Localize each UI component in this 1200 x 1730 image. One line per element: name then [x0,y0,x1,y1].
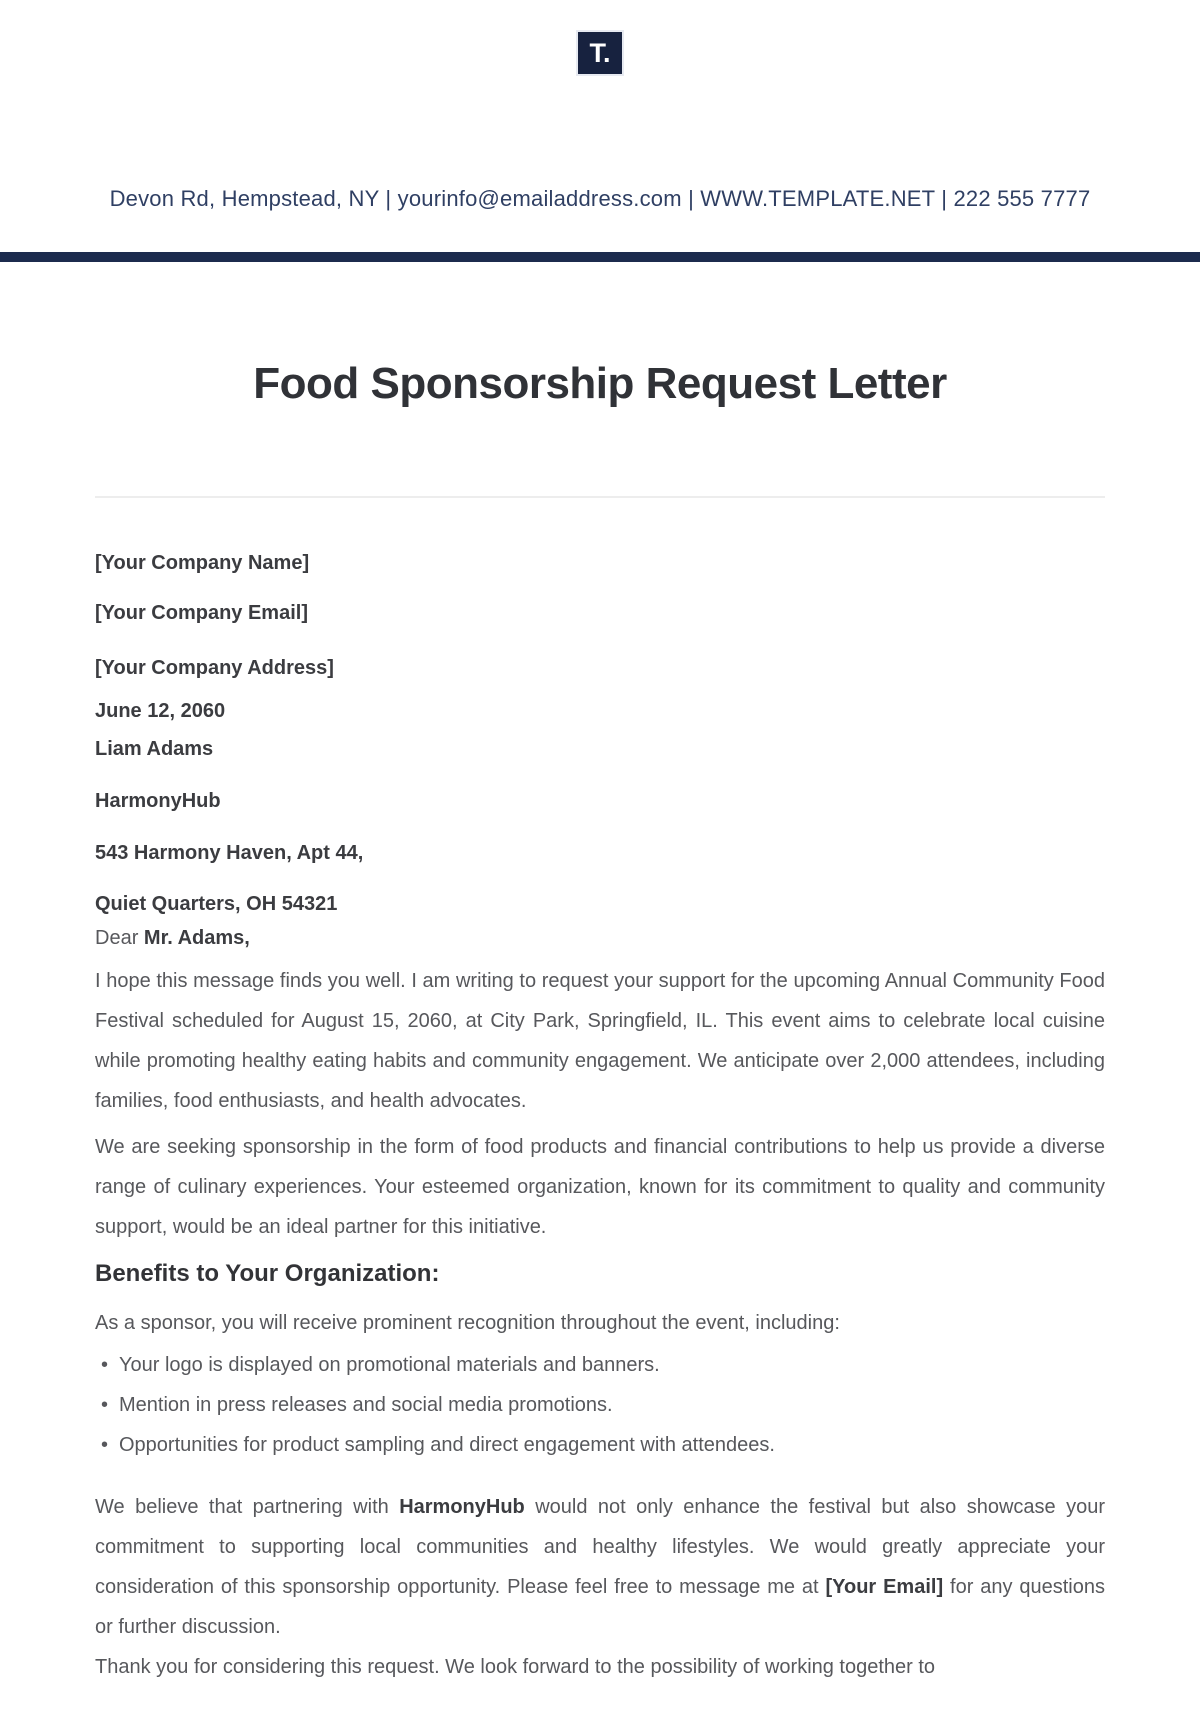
salutation-recipient: Mr. Adams, [143,927,250,949]
company-email-placeholder: [Your Company Email] [95,602,308,624]
letter-date: June 12, 2060 [95,700,226,722]
salutation-prefix: Dear [95,927,144,949]
recipient-city: Quiet Quarters, OH 54321 [95,893,338,915]
company-address-placeholder: [Your Company Address] [95,657,334,679]
contact-info-line: Devon Rd, Hempstead, NY | yourinfo@emailaddress.com | WWW.TEMPLATE.NET | 222 555 7777 [109,186,1091,211]
closing-paragraph [95,1487,1105,1647]
closing-text-3: for any questions or further discussion. [95,1576,1105,1638]
page-title: Food Sponsorship Request Letter [253,359,947,408]
company-name-placeholder: [Your Company Name] [95,552,310,574]
recipient-name: Liam Adams [95,738,214,760]
title-divider [95,496,1105,498]
benefits-heading: Benefits to Your Organization: [95,1260,440,1287]
letter-body [95,546,1105,1687]
recipient-company: HarmonyHub [95,790,221,812]
salutation [95,921,1105,955]
closing-text-1: We believe that partnering with [95,1496,400,1518]
thanks-paragraph: Thank you for considering this request. We look forward to the possibility of working together to [95,1656,936,1678]
closing-bold-email: [Your Email] [825,1576,944,1598]
letter-page [0,30,1200,1730]
benefits-list [95,1345,1105,1465]
list-item: • Your logo is displayed on promotional materials and banners. [95,1345,1105,1385]
closing-text-2: would not only enhance the festival but also showcase your commitment to supporting local communities and healthy lifestyles. We would greatly appreciate your consideration of this sponsorship opportunity. Please feel free to message me at [95,1496,1105,1598]
benefits-intro: As a sponsor, you will receive prominent recognition throughout the event, including: [95,1312,840,1334]
template-logo [576,30,624,76]
paragraph-intro: I hope this message finds you well. I am writing to request your support for the upcoming Annual Community Food Festival scheduled for August 15, 2060, at City Park, Springfield, IL. This event aims to celebrate local cuisine while promoting healthy eating habits and community engagement. We anticipate over 2,000 attendees, including families, food enthusiasts, and health advocates. [95,970,1105,1112]
navy-divider-bar [0,252,1200,262]
recipient-street: 543 Harmony Haven, Apt 44, [95,842,364,864]
paragraph-request: We are seeking sponsorship in the form of food products and financial contributions to help us provide a diverse range of culinary experiences. Your esteemed organization, known for its commitment to quality and community support, would be an ideal partner for this initiative. [95,1136,1105,1238]
list-item: • Mention in press releases and social media promotions. [95,1385,1105,1425]
closing-bold-company: HarmonyHub [399,1496,525,1518]
template-logo-letter: T. [589,37,611,68]
list-item: • Opportunities for product sampling and direct engagement with attendees. [95,1425,1105,1465]
